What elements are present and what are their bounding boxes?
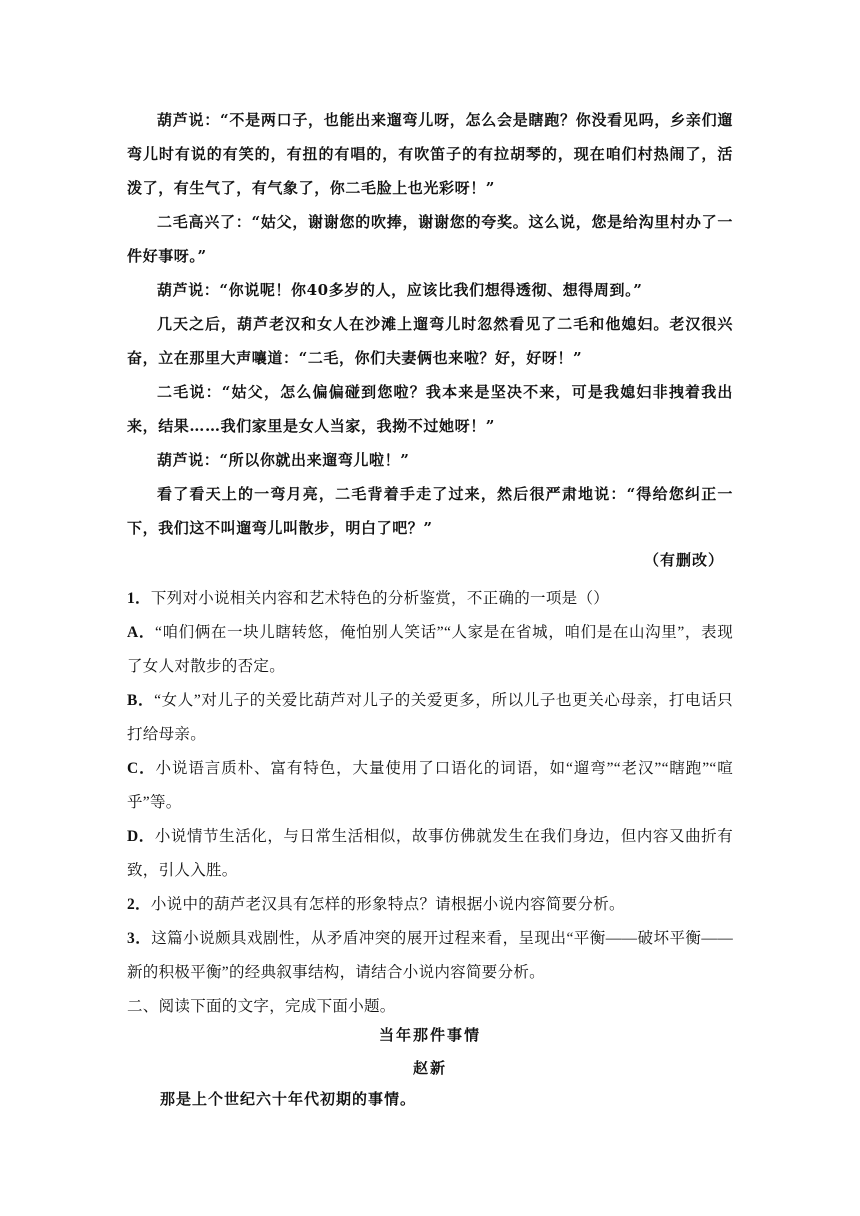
section-heading: 二、阅读下面的文字，完成下面小题。 bbox=[127, 998, 396, 1015]
article-title: 当年那件事情 bbox=[378, 1026, 481, 1044]
article-first-line: 那是上个世纪六十年代初期的事情。 bbox=[160, 1090, 417, 1108]
story-paragraph: 葫芦说：“不是两口子，也能出来遛弯儿呀，怎么会是瞎跑？你没看见吗，乡亲们遛弯儿时有说的有笑的，有扭的有唱的，有吹笛子的有拉胡琴的，现在咱们村热闹了，活泼了，有生气了，有气象了，你二毛脸上也光彩呀！” bbox=[127, 111, 733, 197]
questions-section bbox=[127, 582, 733, 1024]
story-paragraph: 二毛高兴了：“姑父，谢谢您的吹捧，谢谢您的夸奖。这么说，您是给沟里村办了一件好事呀。” bbox=[127, 213, 733, 265]
article-author: 赵新 bbox=[412, 1059, 447, 1077]
question-2 bbox=[127, 888, 733, 922]
option-label: C． bbox=[127, 760, 156, 777]
option-label: A． bbox=[127, 624, 155, 641]
option-text: 小说语言质朴、富有特色，大量使用了口语化的词语，如“遛弯”“老汉”“瞎跑”“喧乎”等。 bbox=[127, 760, 733, 811]
option-text: “女人”对儿子的关爱比葫芦对儿子的关爱更多，所以儿子也更关心母亲，打电话只打给母亲。 bbox=[127, 692, 733, 743]
option-d bbox=[127, 820, 733, 888]
story-paragraph: 看了看天上的一弯月亮，二毛背着手走了过来，然后很严肃地说：“得给您纠正一下，我们这不叫遛弯儿叫散步，明白了吧？” bbox=[127, 485, 733, 537]
question-text: 小说中的葫芦老汉具有怎样的形象特点？请根据小说内容简要分析。 bbox=[150, 896, 625, 913]
question-1 bbox=[127, 582, 733, 616]
option-label: B． bbox=[127, 692, 155, 709]
question-stem: 下列对小说相关内容和艺术特色的分析鉴赏，不正确的一项是（） bbox=[150, 590, 610, 607]
source-note: （有删改） bbox=[643, 551, 724, 569]
option-c bbox=[127, 752, 733, 820]
question-number: 1． bbox=[127, 590, 151, 607]
option-a bbox=[127, 616, 733, 684]
question-number: 2． bbox=[127, 896, 151, 913]
question-text: 这篇小说颇具戏剧性，从矛盾冲突的展开过程来看，呈现出“平衡——破坏平衡——新的积极平衡”的经典叙事结构，请结合小说内容简要分析。 bbox=[127, 930, 733, 981]
story-paragraph: 几天之后，葫芦老汉和女人在沙滩上遛弯儿时忽然看见了二毛和他媳妇。老汉很兴奋，立在那里大声嚷道：“二毛，你们夫妻俩也来啦？好，好呀！” bbox=[127, 315, 733, 367]
story-paragraph: 葫芦说：“所以你就出来遛弯儿啦！” bbox=[157, 451, 410, 469]
story-paragraph: 二毛说：“姑父，怎么偏偏碰到您啦？我本来是坚决不来，可是我媳妇非拽着我出来，结果……我们家里是女人当家，我拗不过她呀！” bbox=[127, 383, 733, 435]
option-text: “咱们俩在一块儿瞎转悠，俺怕别人笑话”“人家是在省城，咱们是在山沟里”，表现了女人对散步的否定。 bbox=[127, 624, 733, 675]
option-text: 小说情节生活化，与日常生活相似，故事仿佛就发生在我们身边，但内容又曲折有致，引人入胜。 bbox=[127, 828, 734, 879]
option-label: D． bbox=[127, 828, 155, 845]
question-3 bbox=[127, 922, 733, 990]
question-number: 3． bbox=[127, 930, 152, 947]
option-b bbox=[127, 684, 733, 752]
story-paragraph: 葫芦说：“你说呢！你40多岁的人，应该比我们想得透彻、想得周到。” bbox=[157, 281, 643, 299]
story-excerpt bbox=[127, 103, 733, 545]
